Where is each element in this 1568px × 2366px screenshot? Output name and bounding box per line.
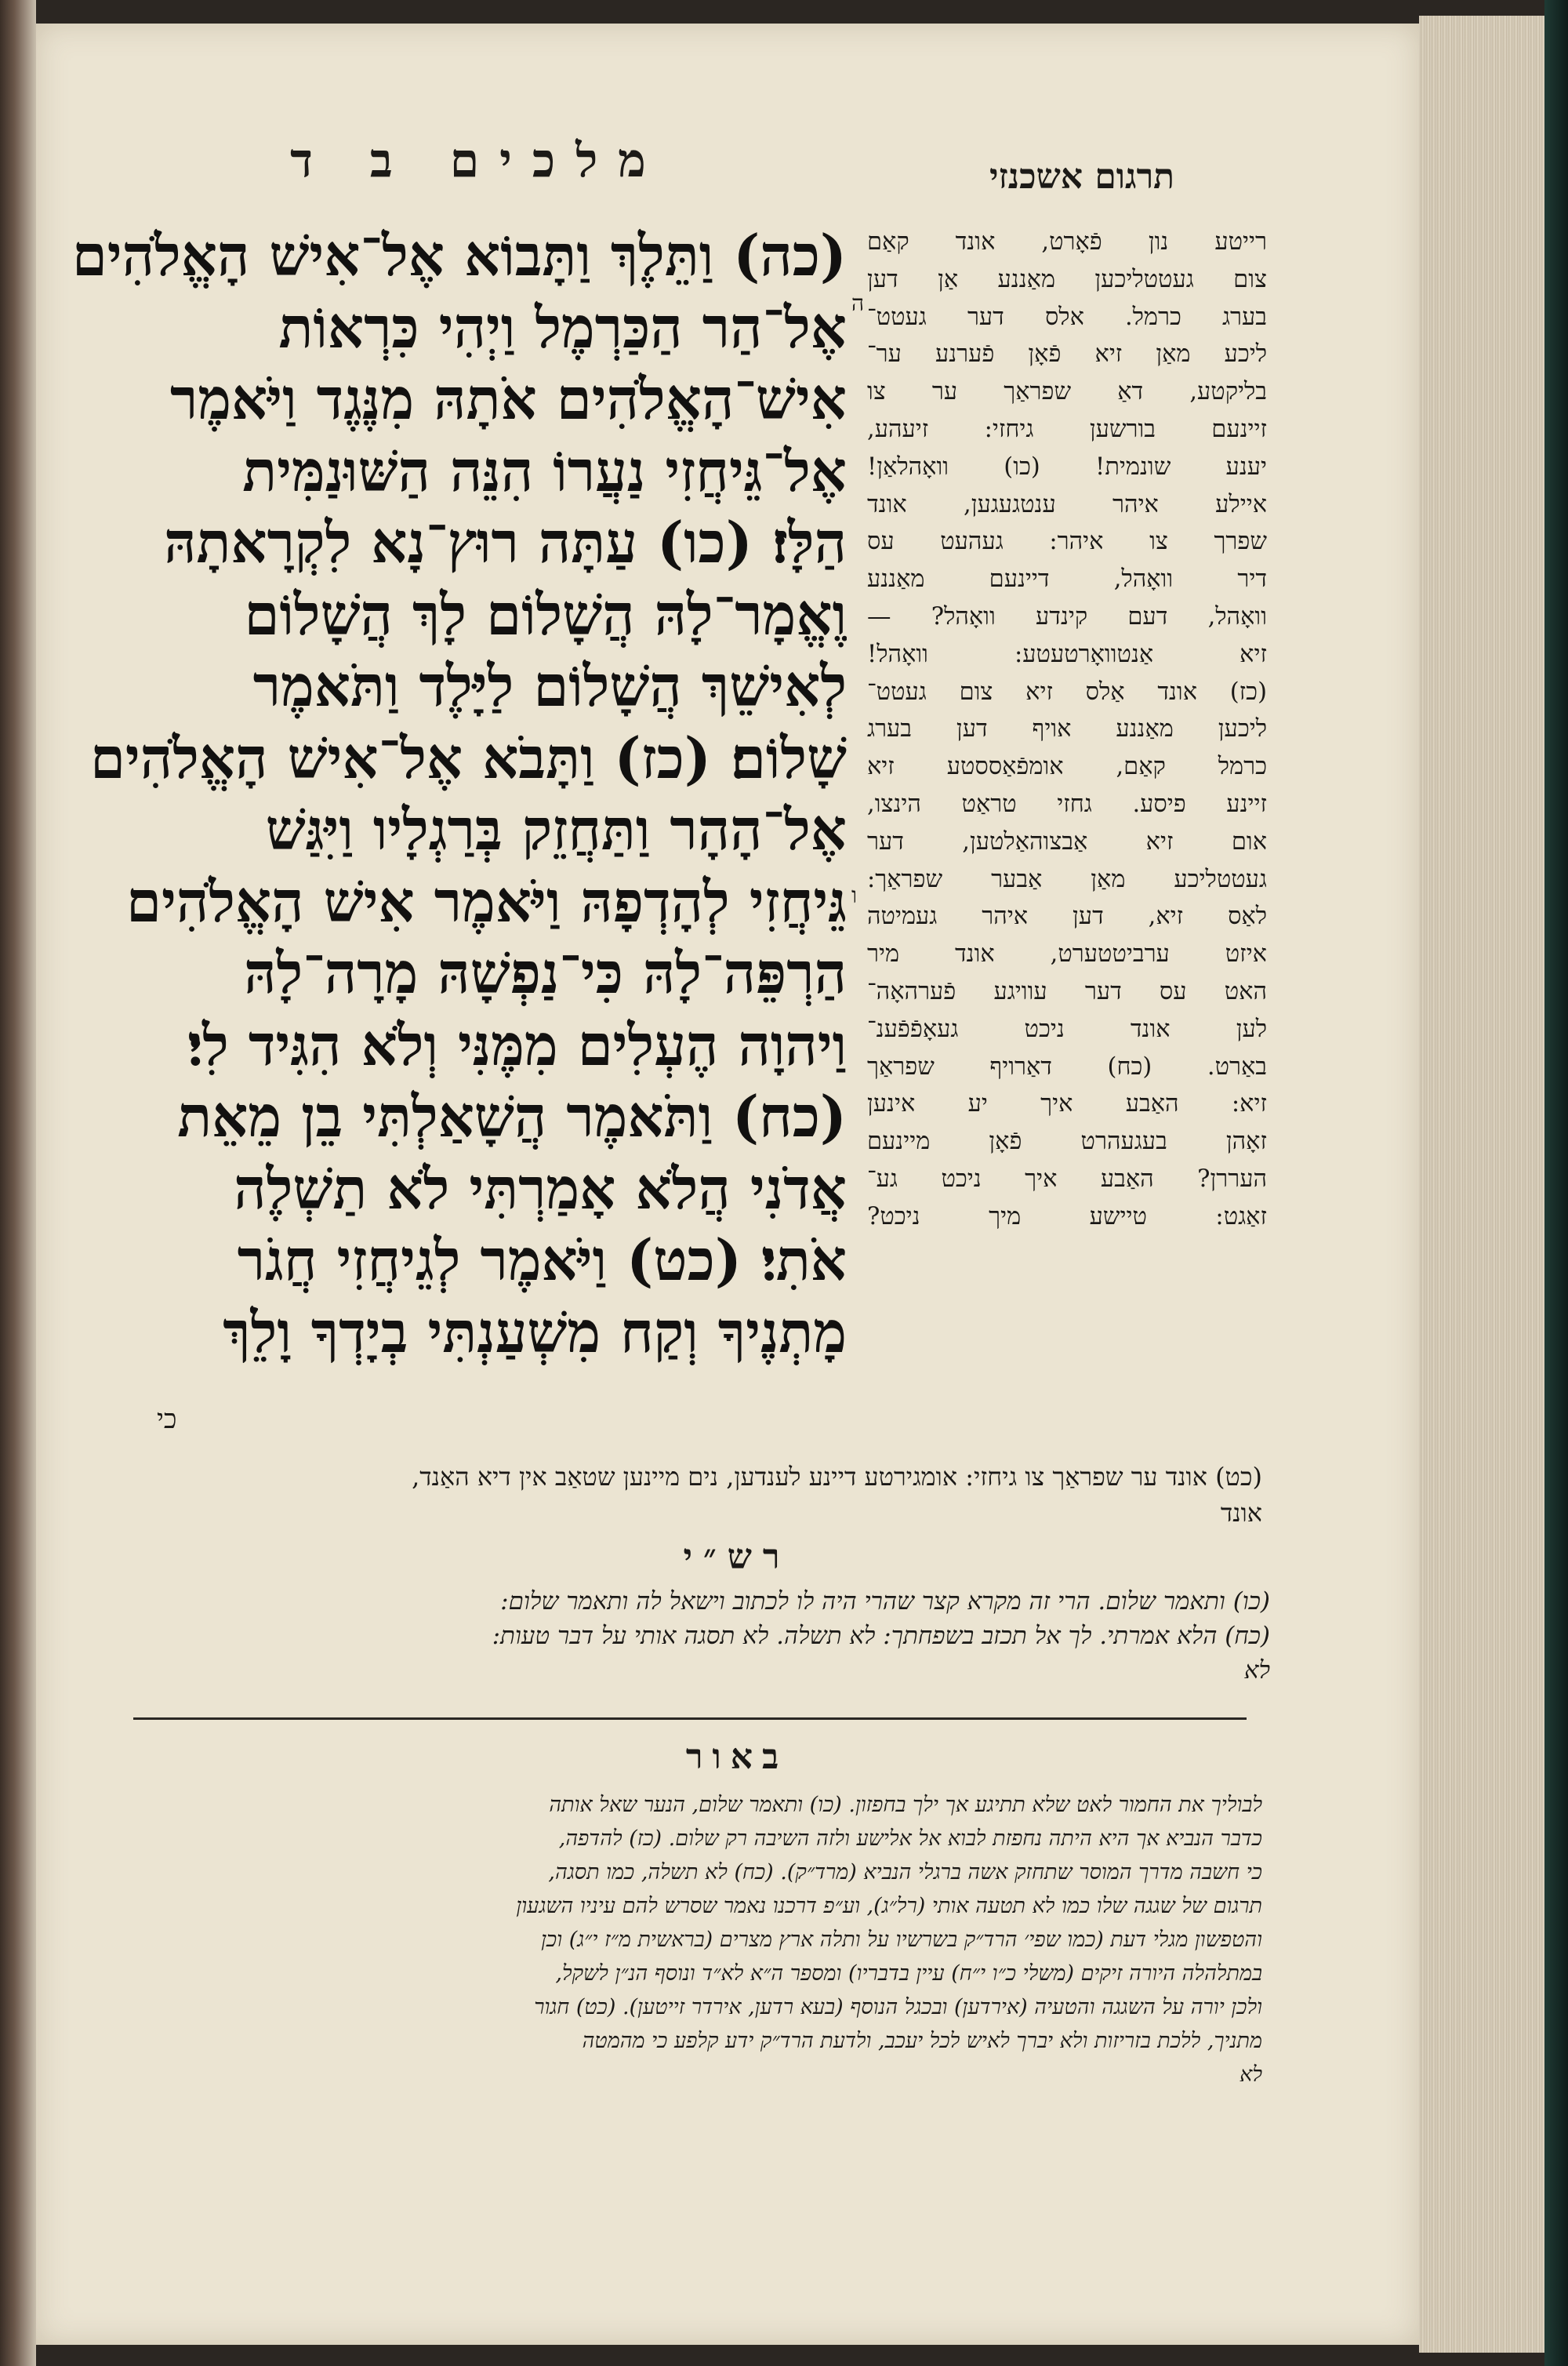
translation-line: באַרט. (כח) דאַרויף שפראַך — [867, 1052, 1267, 1081]
translation-line: זיינעם בורשען גיחזי: זיעהע, — [867, 415, 1267, 443]
translation-line: בליקטע, דאַ שפראַך ער צו — [867, 378, 1267, 406]
main-text-line: הַרְפֵּה־לָהּ כִּי־נַפְשָׁהּ מָרָה־לָהּ — [244, 939, 847, 1006]
book-title-header: מלכים ב ד — [290, 133, 666, 188]
rashi-line: (כח) הלא אמרתי. לך אל תכזב בשפחתך: לא תשלה. לא תסגה אותי על דבר טעות: — [492, 1622, 1270, 1650]
book-gutter-left — [0, 0, 36, 2366]
main-text-line: (כח) וַתֹּאמֶר הֲשָׁאַלְתִּי בֵן מֵאֵת — [177, 1083, 847, 1150]
translation-line: (כז) אונד אַלס זיא צום געטט־ — [867, 678, 1267, 706]
biur-line: ולכן יורה על השגגה והטעיה (אירדען) ובכגל הנוסף (בעא רדען, אירדר זייטען). (כט) חגור — [534, 1995, 1262, 2019]
biur-line: במתלהלה היורה זיקים (משלי כ״ו י״ח) עיין בדבריו) ומספר ה״א לא״ד ונוסף הנ״ן לשקל, — [555, 1961, 1262, 1986]
main-text-line: וֶאֱמָר־לָהּ הֲשָׁלוֹם לָךְ הֲשָׁלוֹם — [244, 580, 847, 648]
translation-line: דיר וואָהל, דיינעם מאַננע — [867, 565, 1267, 594]
biur-line: והטפשון מגלי דעת (כמו שפי׳ הרד״ק בשרשיו על ותלה ארץ מצרים (בראשית מ״ז י״ג) וכן — [541, 1928, 1262, 1952]
biur-heading: באור — [685, 1737, 789, 1777]
rashi-commentary — [133, 1584, 1270, 1688]
biur-commentary — [133, 1788, 1262, 2092]
main-text-line: הַלָּז׃ (כו) עַתָּה רוּץ־נָא לִקְרָאתָהּ — [164, 509, 847, 576]
translation-line: לאַס זיא, דען איהר געמיטה — [867, 903, 1267, 931]
translation-line: העררן? האַבע איך ניכט גע־ — [867, 1165, 1267, 1193]
main-text-line: גֵּיחֲזִי לְהָדְפָהּ וַיֹּאמֶר אִישׁ הָאֱלֹהִים — [126, 867, 847, 935]
margin-mark: ה — [851, 290, 865, 316]
translation-line: רייטע נון פֿאָרט, אונד קאַם — [867, 228, 1267, 256]
biur-line: כדבר הנביא אך היא היתה נחפזת לבוא אל אלישע ולזה השיבה רק שלום. (כז) להדפה, — [558, 1826, 1262, 1851]
translation-line: זיא אַנטוואָרטעטע: וואָהל! — [867, 640, 1267, 668]
translation-continuation — [149, 1459, 1262, 1531]
translation-line: זיינע פיסע. גחזי טראַט הינצו, — [867, 790, 1267, 818]
translation-continuation-line: אונד — [1220, 1498, 1262, 1528]
main-catchword: כי — [157, 1404, 177, 1435]
translation-line: צום געטטליכען מאַננע אַן דען — [867, 265, 1267, 293]
translation-line: שפרך צו איהר: געהעט עס — [867, 528, 1267, 556]
main-text-line: שָׁלוֹם׃ (כז) וַתָּבֹא אֶל־אִישׁ הָאֱלֹהִים — [89, 724, 847, 791]
translation-line: כרמל קאַם, אומפֿאַססטע זיא — [867, 753, 1267, 781]
main-text-line: אֹתִי׃ (כט) וַיֹּאמֶר לְגֵיחֲזִי חֲגֹר — [237, 1227, 847, 1293]
translation-title-header: תרגום אשכנזי — [989, 157, 1175, 197]
biur-line: תרגום של שגגה שלו כמו לא תטעה אותי (רל״ג), וע״פ דרכנו נאמר שסרש להם עיניו השגעון — [516, 1894, 1262, 1918]
main-text-line: אִישׁ־הָאֱלֹהִים אֹתָהּ מִנֶּגֶד וַיֹּאמֶר — [169, 365, 847, 432]
translation-line: איזט ערביטטערט, אונד מיר — [867, 940, 1267, 969]
translation-line: זאַגט: טיישע מיך ניכט? — [867, 1202, 1267, 1230]
section-divider — [133, 1717, 1247, 1720]
rashi-heading: רש״י — [683, 1537, 791, 1577]
main-text-line: (כה) וַתֵּלֶךְ וַתָּבוֹא אֶל־אִישׁ הָאֱלֹהִים — [71, 222, 847, 289]
translation-line: בערג כרמל. אלס דער געטט־ — [867, 303, 1267, 331]
main-text-line: אֶל־הַר הַכַּרְמֶל וַיְהִי כִּרְאוֹת — [278, 293, 847, 361]
rashi-line: (כו) ותאמר שלום. הרי זה מקרא קצר שהרי היה לו לכתוב וישאל לה ותאמר שלום: — [500, 1587, 1270, 1615]
rashi-line: לא — [1243, 1656, 1270, 1685]
main-text-line: וַיהוָה הֶעְלִים מִמֶּנִּי וְלֹא הִגִּיד לִי׃ — [187, 1011, 847, 1078]
biur-line: לא — [1240, 2063, 1262, 2087]
margin-mark: ו — [851, 882, 858, 908]
main-text-line: אֶל־הָהָר וַתַּחֲזֵק בְּרַגְלָיו וַיִּגַּשׁ — [265, 796, 847, 863]
book-cover-edge — [1544, 0, 1568, 2366]
translation-line: האט עס דער עוויגע פֿערהאָה־ — [867, 977, 1267, 1005]
translation-line: געטטליכע מאַן אַבער שפראַך: — [867, 865, 1267, 893]
main-text-line: אֲדֹנִי הֲלֹא אָמַרְתִּי לֹא תַשְׁלֶה — [234, 1154, 847, 1222]
translation-line: איילע איהר ענטגעגען, אונד — [867, 490, 1267, 518]
hebrew-main-text — [63, 220, 847, 1368]
page-fore-edge — [1419, 16, 1544, 2353]
biur-line: כי חשבה מדרך המוסר שתחזק אשה ברגלי הנביא (מרד״ק). (כח) לא תשלה, כמו תסגה, — [548, 1860, 1262, 1884]
translation-line: יענע שונמית! (כו) וואָהלאַן! — [867, 452, 1267, 481]
translation-line: אום זיא אַבצוהאַלטען, דער — [867, 827, 1267, 856]
biur-line: לבוליך את החמור לאט שלא תתיגע אך ילך בחפזון. (כו) ותאמר שלום, הנער שאל אותה — [549, 1793, 1262, 1817]
translation-line: ליכע מאַן זיא פֿאָן פֿערנע ער־ — [867, 340, 1267, 369]
translation-continuation-line: (כט) אונד ער שפראַך צו גיחזי: אומגירטע דיינע לענדען, נים מיינען שטאַב אין דיא האַנד, — [412, 1462, 1262, 1492]
main-text-line: מָתְנֶיךָ וְקַח מִשְׁעַנְתִּי בְיָדְךָ וָלֵךְ — [223, 1298, 847, 1365]
main-text-line: לְאִישֵׁךְ הֲשָׁלוֹם לַיָּלֶד וַתֹּאמֶר — [252, 652, 847, 719]
translation-line: ליכען מאַננע אויף דען בערג — [867, 715, 1267, 743]
translation-line: לען אונד ניכט געאָפֿפֿענ־ — [867, 1015, 1267, 1043]
main-text-line: אֶל־גֵּיחֲזִי נַעֲרוֹ הִנֵּה הַשּׁוּנַמִּית — [242, 437, 847, 504]
biur-line: מתניך, ללכת בזריזות ולא יברך לאיש לכל יעכב, ולדעת הרד״ק ידע קלפע כי מהמטה — [582, 2029, 1262, 2053]
translation-line: וואָהל, דעם קינדע וואָהל? — — [867, 602, 1267, 631]
translation-line: זיא: האַבע איך יע אינען — [867, 1090, 1267, 1118]
translation-line: זאָהן בעגעהרט פֿאָן מיינעם — [867, 1128, 1267, 1156]
translation-column — [867, 224, 1267, 1236]
